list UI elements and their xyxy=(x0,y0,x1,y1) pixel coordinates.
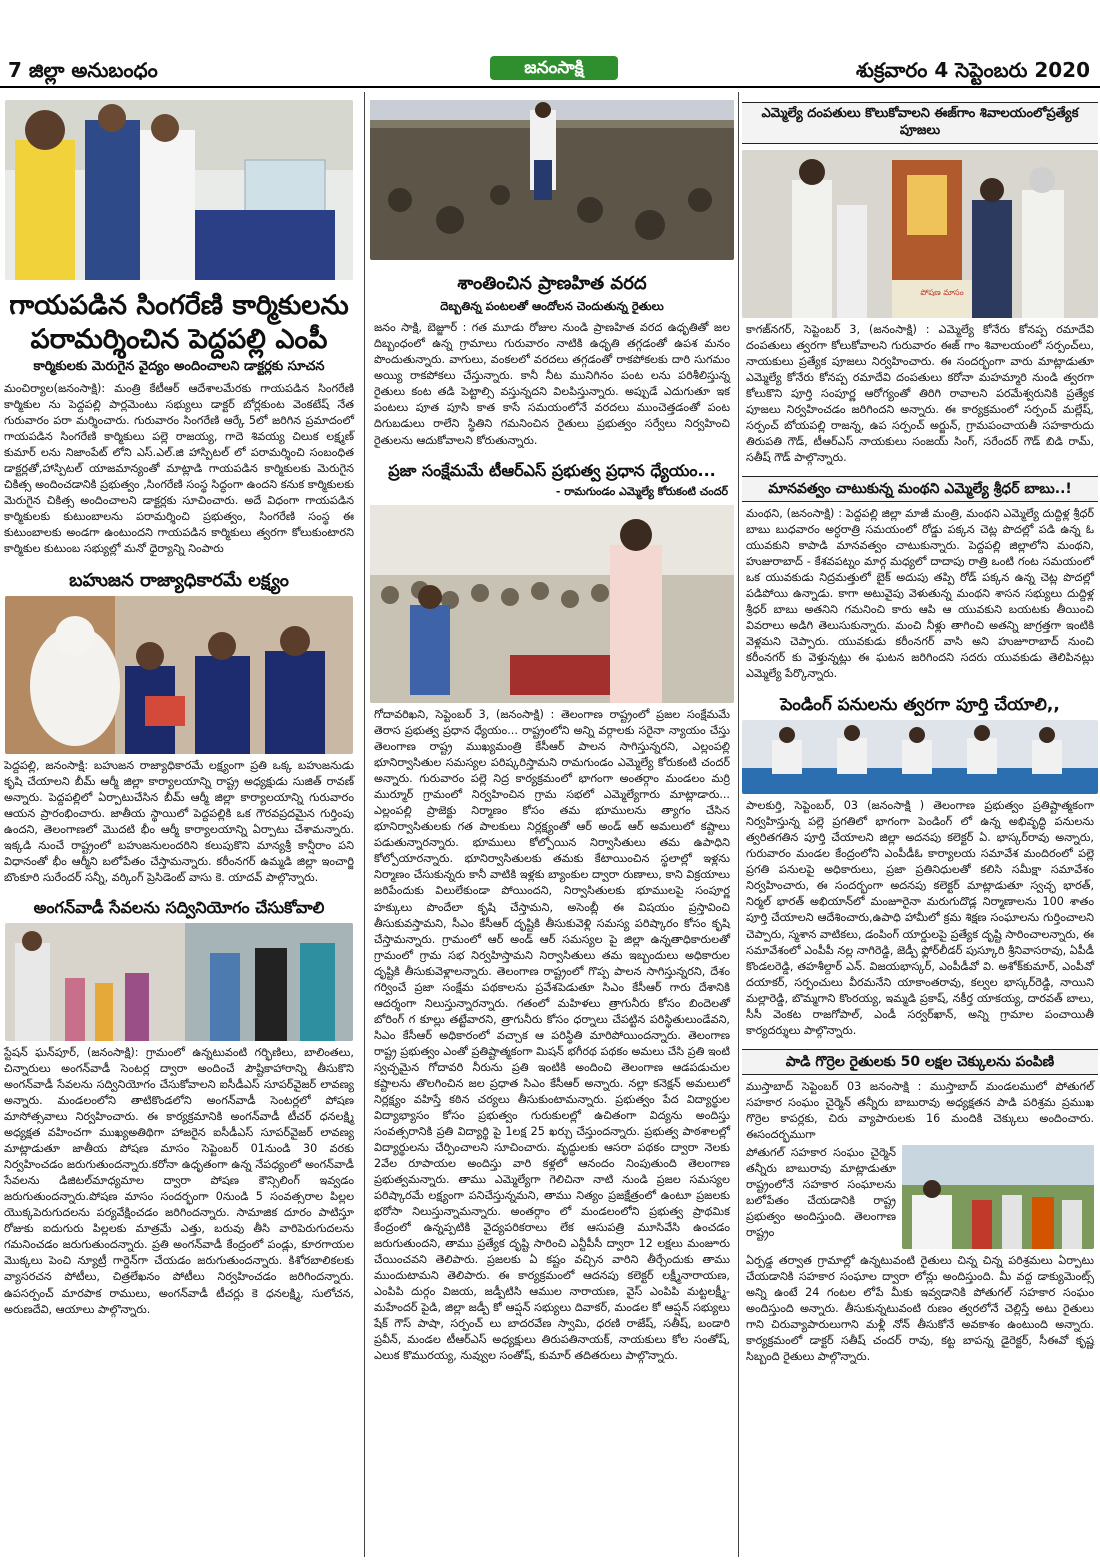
article-body: గోదావరిఖని, సెప్టెంబర్ 3, (జనంసాక్షి) : తెలంగాణ రాష్ట్రంలో ప్రజల సంక్షేమమే తెరాస ప్రభుత్వ ప్రధాన ధ్యేయం... రాష్ట్రంలోని అన్ని వర్గాలకు సరైనా న్యాయం చేస్తు తెలంగాణ రాష్ట్ర ముఖ్యమంత్రి కేసీఆర్ పాలన సాగిస్తున్నరని, ఎల్లంపల్లి భూనిర్వాసితుల సమస్యల పరిష్కరిస్తామని రామగుండం ఎమ్మెల్యే కోరుకంటి చందర్ అన్నారు. గురువారం పల్లె నిద్ర కార్యక్రమంలో భాగంగా అంతర్గాం మండలం మర్రి ముర్మూర్ గ్రామంలో నిర్వహించిన గ్రామ సభలో ఎమ్మెల్యేగారు మాట్లాడారు... ఎల్లంపల్లి ప్రాజెక్టు నిర్మాణం కోసం తమ భూములను త్యాగం చేసిన భూనిర్వాసితులకు గత పాలకులు నిర్లక్ష్యంతో ఆర్ అండ్ ఆర్ అమలులో కష్టాలు పడుతున్నారన్నారు. భూములు కోల్పోయిన నిర్వాసితులు తమ ఉపాధిని కోల్పోయారన్నారు. భూనిర్వాసితులకు తమకు కేటాయించిన స్థలాల్లో ఇళ్లను నిర్మాణం చేసుకున్నరు కానీ వాటికి ఇళ్లకు బ్యాంకుల ద్వారా రుణాలు, కాని విక్రయాలు జరిపేందుకు విలులేకుండా పోయిందని, నిర్వాసితులకు భూములపై సంపూర్ణ హక్కులు పొందేలా కృషి చేస్తామని, అసెంబ్లీ ఈ విషయం ప్రస్తావించి తీసుకువస్తామని, సీఎం కేసీఆర్ దృష్టికి తీసుకువెళ్లి సమస్య పరిష్కారం కోసం కృషి చేస్తామన్నారు. గ్రామంలో ఆర్ అండ్ ఆర్ సమస్యల పై జిల్లా ఉన్నతాధికారులతో గ్రామంలో గ్రామ సభ నిర్వహిస్తామని నిర్వాసితులు తమ ఇబ్బందులు అధికారుల దృష్టికి తీసుకువెళ్లాలన్నారు. తెలంగాణ రాష్ట్రంలో గొప్ప పాలన సాగిస్తున్నరని, దేశం గర్వించే ప్రజా సంక్షేమ పథకాలను ప్రవేశపెడుతూ సిఎం కేసీఆర్ గారు దేశానికి ఆదర్శంగా నిలుస్తున్నారన్నారు. గతంలో మహిళలు త్రాగునీరు కోసం బిందెలతో బోరింగ్ గ కూల్లు తట్టేవారని, త్రాగునీరు కోసం ధర్నాలు చేపట్టిన పరిస్థితులుండేవని, సిఎం కేసీఆర్ అధికారంలో వచ్చాక ఆ పరిస్థితి మారిపోయిందన్నారు. తెలంగాణ రాష్ట్ర ప్రభుత్వం ఎంతో ప్రతిష్టాత్మకంగా మిషన్ భగీరథ పథకం అమలు చేసి ప్రతి ఇంటి స్వచ్ఛమైన గోదావరి నీరును ప్రతి ఇంటికి అందించి తెలంగాణ ఆడపడుచుల కష్టాలను తొలగించిన జల ప్రధాత సిఎం కేసీఆర్ అన్నారు. నల్లా కనెక్షన్ అమలులో నిర్లక్ష్యం వహిస్తే కఠిన చర్యలు తీసుకుంటామన్నారు. ప్రభుత్వం పేద విద్యార్థుల విద్యాభ్యాసం కోసం ప్రభుత్వం గురుకులల్లో ఉచితంగా విద్యను అందిస్తు సంవత్సరానికి ప్రతి విద్యార్థి పై 1లక్ష 25 ఖర్చు చేస్తుందన్నారు. ప్రభుత్వ పాఠశాలల్లో విద్యార్థులను చేర్పించాలని సూచించారు. వృద్ధులకు ఆసరా పథకం ద్వారా నెలకు 2వేల రూపాయల అందిస్తు వారి కళ్లలో ఆనందం నింపుతుంది తెలంగాణ ప్రభుత్వమన్నారు. తాము ఎమ్మెల్యేగా గెలిచినా నాటి నుండి ప్రజల సమస్యల పరిష్కారమే లక్ష్యంగా పనిచేస్తున్నమని, తాము నిత్యం ప్రజక్షేత్రంలో ఉంటూ ప్రజలకు భరోసా నిలుస్తున్నామన్నారు. అంతర్గాం లో మండలంలోని ప్రభుత్వ ప్రాథమిక కేంద్రంలో ఉన్నప్పటికి వైద్యపరికరాలు లేక ఆసుపత్రి మూసివేసి ఉంచడం జరుగుతుందని, తాము ప్రత్యేక దృష్టి సారించి ఎన్టీపీసీ ద్వారా 12 లక్షలు మంజూరు చేయించవని తెలిపారు. ప్రజలకు ఏ కష్టం వచ్చిన వారిని తీర్చేందుకు తాము ముందుటామని తెలిపారు. ఈ కార్యక్రమంలో ఆదనపు కలెక్టర్ లక్ష్మీనారాయణ, ఎంపిపి దుర్గం విజయ, జడ్పీటిసి ఆముల నారాయణ, వైస్ ఎంపిపి మట్టలక్ష్మీ- మహేందర్ పైడి, జిల్లా జడ్పీ కో ఆప్షన్ సభ్యులు దివాకర్, మండల కో ఆప్షన్ సభ్యులు షేక్ గౌస్ పాషా, సర్పంచ్ లు బాదరవేణ స్వామి, ధరణి రాజేష్, సతీష్, బండారి ప్రవీన్, మండల టీఆర్ఎస్ అధ్యక్షులు తిరుపతినాయక్, నాయకులు కోల సంతోష్, ఎలుక కొమురయ్య, నువ్వుల సంతోష్, కుమార్ తదితరులు పాల్గొన్నారు. xyxy=(374,708,730,1362)
headline: ప్రజా సంక్షేమమే టీఆర్ఎస్ ప్రభుత్వ ప్రధాన ధ్యేయం... xyxy=(388,460,716,480)
article-body: కాగజ్‌నగర్, సెప్టెంబర్ 3, (జనంసాక్షి) : ఎమ్మెల్యే కోనేరు కోనప్ప రమాదేవి దంపతులు త్వరగా కోలుకోవాలని గురువారం ఈజ్ గాం శివాలయంలో సర్పంచ్‌లు, నాయకులు ప్రత్యేక పూజలు నిర్వహించారు. ఈ సందర్భంగా వారు మాట్లాడుతూ ఎమ్మెల్యే కోనేరు కోనప్ప రమాదేవి దంపతులు కరోనా మహమ్మారి నుండి త్వరగా కోలుకొని పూర్తి సంపూర్ణ ఆరోగ్యంతో తిరిగి రావాలని పరమేశ్వరునికి ప్రత్యేక పూజలు నిర్వహించడం జరిగిందని అన్నారు. ఈ కార్యక్రమంలో సర్పంచ్ మల్లేష్, సర్పంచ్ బోయపల్లి రాజన్న, ఉప సర్పంచ్ అర్జున్, గ్రామపంచాయతీ సహకారుదు తిరుపతి గౌడ్, టీఆర్ఎస్ నాయకులు సంజయ్ సింగ్, సరేందర్ గౌడ్ బిడి రామ్, సతీష్ గౌడ్ పాల్గొన్నారు. xyxy=(746,322,1094,464)
headline: అంగన్‌వాడీ సేవలను సద్వినియోగం చేసుకోవాలి xyxy=(33,898,325,918)
news-photo-review-meeting xyxy=(742,720,1098,794)
news-photo-anganwadi xyxy=(5,923,353,1041)
headline: బహుజన రాజ్యాధికారమే లక్ష్యం xyxy=(69,569,289,591)
column-divider xyxy=(738,92,739,1557)
headline: పాడి గొర్రెల రైతులకు 50 లక్షల చెక్కులను పంపిణి xyxy=(742,1049,1098,1075)
news-photo-statue xyxy=(5,596,353,754)
column-left xyxy=(0,92,358,1318)
page-header xyxy=(0,0,1100,90)
article-body: పోతుగల్ సహకార సంఘం చైర్మెన్ తన్నీరు బాబురావు మాట్లాడుతూ రాష్ట్రంలోనే సహకార సంఘాలను బలోపేతం చేయడానికి రాష్ట్ర ప్రభుత్వం అందిస్తుంది. తెలంగాణ రాష్ట్రం xyxy=(746,1145,896,1239)
banner-text: పోషణ మాసం xyxy=(920,287,964,297)
column-middle xyxy=(370,92,734,1364)
news-photo-temple-prayer xyxy=(742,150,1098,318)
article-body: ముస్తాబాద్ సెప్టెంబర్ 03 జనంసాక్షి : ముస్తాబాద్ మండలములో పోతుగల్ సహకార సంఘం చైర్మెన్ తన్నీరు బాబురావు అధ్యక్షతన పాడి పరిశ్రమ ప్రముఖ గొర్రెల కాపర్లకు, చిరు వ్యాపారులకు 16 మందికి చెక్కులు అందించారు. ఈసందర్భముగా xyxy=(746,1079,1094,1141)
article-body: స్టేషన్ ఘన్‌పూర్, (జనంసాక్షి): గ్రామంలో ఉన్నటువంటి గర్భిణిలు, బాలింతలు, చిన్నారులు అంగన్‌వాడీ సెంటర్ల ద్వారా అందించే పౌష్టికాహారాన్ని తీసుకొని అంగన్‌వాడీ సేవలను సద్వినియోగం చేసుకోవాలని ఐసీడీఎస్ సూపర్‌వైజర్ లావణ్య అన్నారు. మండలంలోని తాటికొండలోని అంగన్‌వాడీ సెంటర్లలో పోషణ మాసోత్సవాలు నిర్వహించారు. ఈ కార్యక్రమానికి అంగన్‌వాడీ టీచర్ ధనలక్ష్మి అధ్యక్షత వహించగా ముఖ్యఅతిథిగా హాజరైన ఐసీడీఎస్ సూపర్‌వైజర్ లావణ్య మాట్లాడుతూ జాతీయ పోషణ మాసం సెప్టెంబర్ 01నుండి 30 వరకు నిర్వహించడం జరుగుతుందన్నారు.కరోనా ఉధృతంగా ఉన్న నేపధ్యంలో అంగన్‌వాడీ సేవలను డిజిటల్‌మాధ్యమాల ద్వారా పోషణ కౌన్సిలింగ్ ఇవ్వడం జరుగుతుందన్నారు.పోషణ మాసం సందర్భంగా 0నుండి 5 సంవత్సరాల పిల్లల యొక్కపెరుగుదలను పర్యవేక్షించడం జరిగిందన్నారు. సామాజిక దూరం పాటిస్తూ రోజుకు ఐదుగురు పిల్లలకు మాత్రమే ఎత్తు, బరువు తీసి వారిపెరుగుదలను గమనించడం జరుగుతుందన్నారు. ప్రతి అంగన్‌వాడీ కేంద్రంలో పండ్లు, కూరగాయల మొక్కలు పెంచి న్యూట్రీ గార్డెన్‌గా చేయడం జరుగుతుందన్నారు. కిశోర‌బాలికలకు వ్యాసరచన పోటీలు, చిత్రలేఖనం పోటీలు నిర్వహించడం జరిగిందన్నారు. ఉపసర్పంచ్ మారపాక రాములు, అంగన్‌వాడీ టీచర్లు కె ధనలక్ష్మి, సులోచన, అరుణదేవి, ఆయాలు పాల్గొన్నారు. xyxy=(4,1046,354,1316)
column-divider xyxy=(364,92,365,1557)
news-photo-flood xyxy=(370,100,734,260)
column-right xyxy=(742,92,1098,1365)
headline: ఎమ్మెల్యే దంపతులు కొలుకోవాలని ఈజ్‌గాం శివాలయంలోప్రత్యేక పూజలు xyxy=(742,102,1098,144)
subheadline: దెబ్బతిన్న పంటలతో ఆందోలన చెందుతున్న రైతులు xyxy=(440,299,664,314)
article-body: మంచిర్యాల(జనంసాక్షి): మంత్రి కేటీఆర్ ఆదేశాలమేరకు గాయపడిన సింగరేణి కార్మికుల ను పెద్దపల్లి పార్లమెంటు సభ్యులు డాక్టర్ బోర్లకుంట వెంకటేష్ నేత గురువారం పరా మర్శించారు. గురువారం సింగరేణి ఆర్కే 5లో జరిగిన ప్రమాదంలో గాయపడిన సింగరేణి కార్మికులు పల్లె రాజయ్య, గాదె శివయ్య చిలుక లక్ష్మణ్ కుమార్ లను నిజాంపేట్ లోని ఎస్.ఎల్.జి హాస్పిటల్ లో పరామర్శించి సంబంధిత డాక్టర్లతో,హాస్పిటల్ యాజమాన్యంతో మాట్లాడి గాయపడిన కార్మికులకు మెరుగైన చికిత్స అందించడానికి ప్రభుత్వం ,సింగరేణి సంస్థ సిద్ధంగా ఉందని కనుక కార్మికులకు మెరుగైన చికిత్స అందించాలని డాక్టర్లకు సూచించారు. అదే విధంగా గాయపడిన కార్మికులకు కుటుంబాలను పరామర్శించి ప్రభుత్వం, సింగరేణి సంస్థ ఈ కుటుంబాలకు అండగా ఉంటుందని గాయపడిన కార్మికులు త్వరగా కోలుకుంటారని కార్మికుల కుటుంబ సభ్యుల్లో మనో ధైర్యాన్ని నింపారు xyxy=(4,381,354,555)
page-label: 7 జిల్లా అనుబంధం xyxy=(8,58,158,82)
news-photo-meeting xyxy=(370,505,734,703)
byline-quote: - రామగుండం ఎమ్మెల్యే కోరుకంటి చందర్ xyxy=(555,485,728,499)
article-body: పాలకుర్తి, సెప్టెంబర్, 03 (జనంసాక్షి ) తెలంగాణ ప్రభుత్వం ప్రతిష్టాత్మకంగా నిర్వహిస్తున్న పల్లె ప్రగతిలో భాగంగా పెండింగ్ లో ఉన్న అభివృద్ధి పనులను త్వరితగతిన పూర్తి చేయాలని జిల్లా అదనపు కలెక్టర్ ఏ. భాస్కర్‌రావు అన్నారు, గురువారం మండల కేంద్రంలోని ఎంపీడీఓ కార్యాలయ సమావేశ మందిరంలో పల్లె ప్రగతి పనులపై అధికారులు, ప్రజా ప్రతినిధులతో కలిసి సమీక్షా సమావేశం నిర్వహించారు, ఈ సందర్భంగా అదనపు కలెక్టర్ మాట్లాడుతూ స్వచ్ఛ భారత్, నిర్మల్ భారత్ అభియాన్‌లో మంజూరైనా మరుగుదొడ్ల నిర్మాణాలను 100 శాతం పూర్తి చేయాలని ఆదేశించారు,ఉపాధి హామీలో క్రమ శిక్షణ సంఘాలను గుర్తించాలని చెప్పారు, స్మశాన వాటికలు, డంపింగ్ యార్డులపై ప్రత్యేక దృష్టి సారించాలన్నారు, ఈ సమావేశంలో ఎంపీపీ నల్ల నాగిరెడ్డి, జెడ్పీ ఫ్లోర్‌లీడర్ పుస్కూరి శ్రీనివాసరావు, ఏపీడీ కొండలరెడ్డి, తహశీల్దార్ ఎన్. విజయభాస్కర్, ఎంపీడీవో వి. అశోక్‌కుమార్, ఎంపీవో దయాకర్, సర్పంచులు వీరమనేని యాకాంతరావు, కల్వల భాస్కర్‌రెడ్డి, నాయిని మల్లారెడ్డి, బొమ్మగాని కొంరయ్య, ఇమ్మడి ప్రకాష్, నకీర్త యాకయ్య, దారవత్ బాలు, సీసీ వెంకట రాజగోపాల్, ఎండీ సర్వర్‌ఖాన్, అన్ని గ్రామాల పంచాయితీ కార్యదర్శులు పాల్గొన్నారు. xyxy=(746,799,1094,1037)
article-body: మంథని, (జనంసాక్షి) : పెద్దపల్లి జిల్లా మాజీ మంత్రి, మంథని ఎమ్మెల్యే దుద్దిళ్ల శ్రీధర్ బాబు బుధవారం అర్ధరాత్రి సమయంలో రోడ్డు పక్కన చెట్ల పొదల్లో పడి ఉన్న ఓ యువకుని కాపాడి మానవత్వం చాటుకున్నారు. పెద్దపల్లి జిల్లాలోని మంథని, హుజురాబాద్ - కేశవపట్నం మార్గ మధ్యలో దాదాపు రాత్రి ఒంటి గంట సమయంలో ఒక యువకుడు నిద్రమత్తులో బైక్ అదుపు తప్పి రోడ్ పక్కన ఉన్న చెట్ల పొదల్లో పడిపోయి ఉన్నాడు. కాగా అటువైపు వెళుతున్న మంథని శాసన సభ్యులు దుద్దిళ్ల శ్రీధర్ బాబు అతనిని గమనించి కారు ఆపి ఆ యువకుని బయటకు తీయించి వివరాలు అడిగి తెలుసుకున్నారు. మంచి నీళ్లు తాగించి అతన్ని జాగ్రత్తగా ఇంటికి వెళ్లమని చెప్పారు. యువకుడు కరీంనగర్ వాసి అని హుజూరాబాద్ నుంచి కరీంనగర్ కు వెళ్తున్నట్లు ఈ ఘటన జరిగిందని సదరు యువకుడు తెలిపినట్లు ఎమ్మెల్యే పేర్కొన్నారు. xyxy=(746,507,1094,681)
header-rule xyxy=(0,86,1100,88)
subheadline: కార్మికులకు మెరుగైన వైద్యం అందించాలని డాక్టర్లకు సూచన xyxy=(33,358,325,374)
headline: పెండింగ్ పనులను త్వరగా పూర్తి చేయాలి,, xyxy=(780,695,1060,716)
article-body: పెద్దపల్లి, జనంసాక్షి: బహుజన రాజ్యాధికారమే లక్ష్యంగా ప్రతి ఒక్క బహుజనుడు కృషి చేయాలని బీమ్ ఆర్మీ జిల్లా కార్యాలయాన్ని రాష్ట్ర అధ్యక్షుడు సుజిత్ రావణ్ అన్నారు. పెద్దపల్లిలో ఏర్పాటుచేసిన బీమ్ ఆర్మీ జిల్లా కార్యాలయాన్ని గురువారం ఆయన ప్రారంభించారు. జాతీయ స్థాయిలో పెద్దపల్లికి ఒక గౌరవప్రదమైన గుర్తింపు ఉందని, తెలంగాణలో మొదటి భీం ఆర్మీ కార్యాలయాన్ని ఏర్పాటు చేశామన్నారు. ఇక్కడి నుంచే రాష్ట్రంలో బహుజనులందరిని కలుపుకొని మాన్యశ్రీ కాన్షీరాం పని విధానంతో భీం ఆర్మీని బలోపేతం చేస్తామన్నారు. కరీంనగర్ ఉమ్మడి జిల్లా ఇంచార్జి బొంకూరి సురేందర్ సన్నీ, వర్కింగ్ ప్రెసిడెంట్ వాసు కె. యాదవ్ పాల్గొన్నారు. xyxy=(4,759,354,885)
headline: గాయపడిన సింగరేణి కార్మికులను xyxy=(9,290,349,321)
article-photo-block xyxy=(742,1145,1098,1249)
issue-date: శుక్రవారం 4 సెప్టెంబరు 2020 xyxy=(856,58,1090,82)
article-body: ఏర్పడ్డ తర్వాత గ్రామాల్లో ఉన్నటువంటి రైతులు చిన్న చిన్న పరిశ్రమలు ఏర్పాటు చేయడానికి సహకార సంఘాల ద్వారా లోన్లు అందిస్తుంది. మీ వద్ద డాక్యుమెంట్స్ అన్ని ఉంటే 24 గంటల లోపే మీకు ఇవ్వడానికి పోతుగల్ సహకార సంఘం అందిస్తుంది అన్నారు. తీసుకున్నటువంటి రుణం త్వరలోనే చెల్లిస్తే అటు రైతులు గాని చిరువ్యాపారులుగాని మళ్లీ నోన్ తీసుకోనే అవకాశం ఉంటుంది అన్నారు. కార్యక్రమంలో డాక్టర్ సతీష్ చందర్ రావు, కట్ట బాపన్న డైరెక్టర్, సీఈవో కృష్ణ సిబ్బంది రైతులు పాల్గొన్నారు. xyxy=(746,1253,1094,1363)
article-body: జనం సాక్షి, బెజ్జూర్ : గత మూడు రోజుల నుండి ప్రాణహిత వరద ఉధృతితో జల దిబ్బంధంలో ఉన్న గ్రామాలు గురువారం నాటికి ఉధృతి తగ్గడంతో ఉపశ మనం పొందుతున్నారు. వాగులు, వంకలలో వరదలు తగ్గడంతో రాకపోకలకు దారి సుగమం అయ్యి రాకపోకలు చేస్తున్నారు. కానీ నీట మునిగినం పంట లను పరిశీలిస్తున్న రైతులు కంట తడి పెట్టాల్సి వస్తున్నదని విలపిస్తున్నారు. అప్పుడే ఎదుగుతూ ఇక పంటలు పూత పూసి కాత కాసే సమయంలోనే వరదలు ముంచెత్తడంతో పంట దిగుబడులు రాలేని స్థితిని గమనించిన రైతులు ప్రభుత్వం సర్వేలు నిర్వహించి రైతులను ఆదుకోవాలని కోరుతున్నారు. xyxy=(374,321,730,447)
news-photo-cheque-distribution xyxy=(902,1145,1094,1249)
headline: పరామర్శించిన పెద్దపల్లి ఎంపీ xyxy=(30,324,328,356)
masthead-logo: జనంసాక్షి xyxy=(490,56,618,80)
headline: మానవత్వం చాటుకున్న మంథని ఎమ్మెల్యే శ్రీధర్ బాబు..! xyxy=(742,476,1098,502)
news-photo-hospital xyxy=(5,100,353,280)
headline: శాంతించిన ప్రాణహిత వరద xyxy=(457,273,647,294)
